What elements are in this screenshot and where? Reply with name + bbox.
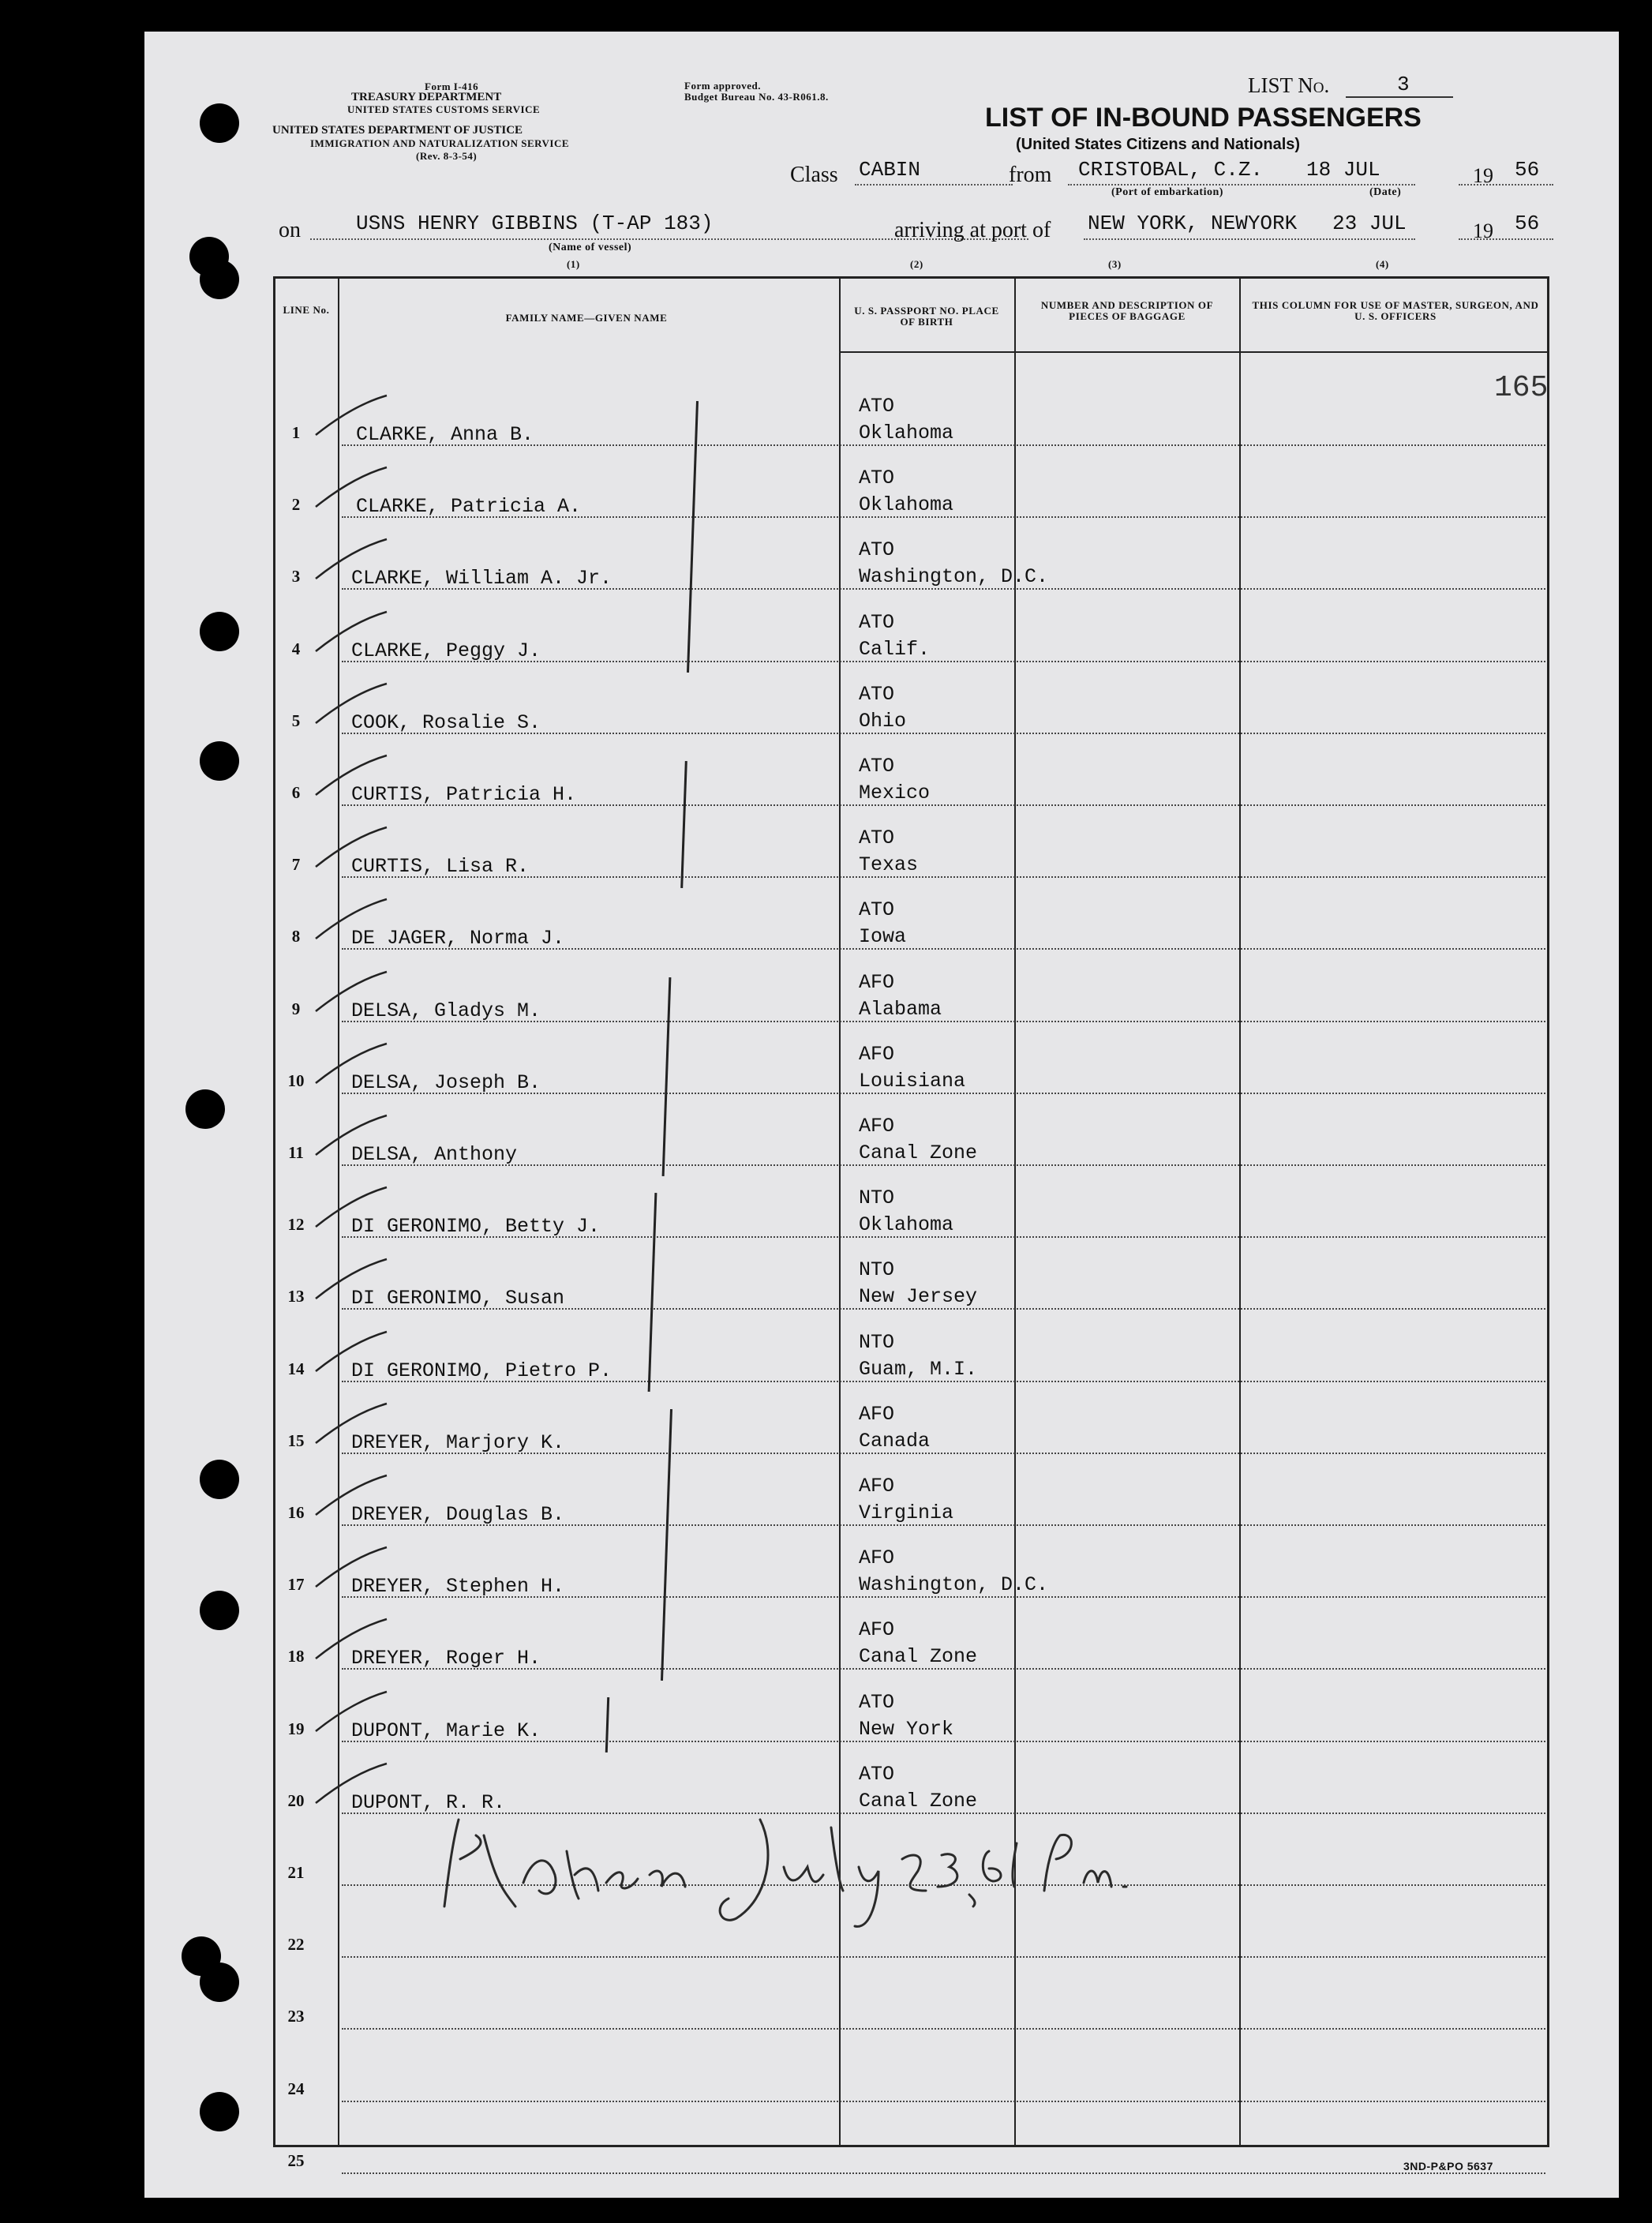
passport-code: ATO [859,1690,895,1714]
passport-code: ATO [859,538,895,562]
arrival-year-prefix: 19 [1473,219,1493,242]
check-mark [312,463,391,511]
place-of-birth: Texas [859,853,919,877]
passport-code: AFO [859,1546,895,1570]
check-mark [312,608,391,655]
col-num-2: (2) [910,258,923,270]
passenger-name: DI GERONIMO, Betty J. [351,1215,601,1239]
passenger-name: CLARKE, Anna B. [356,423,534,446]
treasury-dept: TREASURY DEPARTMENT [351,91,502,103]
arrival-port: NEW YORK, NEWYORK [1088,212,1298,235]
from-label: from [1009,163,1052,187]
row-rule [342,2172,1545,2174]
col-header-baggage: NUMBER AND DESCRIPTION OF PIECES OF BAGGAGE [1040,299,1214,322]
form-approved: Form approved. [684,80,762,92]
document-page [144,32,1619,2198]
place-of-birth: Mexico [859,782,931,804]
budget-bureau: Budget Bureau No. 43-R061.8. [684,91,829,103]
place-of-birth: Alabama [859,997,942,1021]
check-mark [312,1328,391,1375]
line-number: 11 [288,1143,304,1162]
check-mark [312,1688,391,1735]
check-mark [312,1112,391,1159]
passenger-name: DELSA, Joseph B. [351,1070,541,1094]
list-title: LIST OF IN-BOUND PASSENGERS [985,103,1422,133]
line-number: 20 [287,1790,305,1810]
family-bracket [648,1193,657,1392]
passport-code: ATO [859,610,895,634]
check-mark [312,1255,391,1303]
passport-code: AFO [859,1402,895,1426]
check-mark [312,968,391,1015]
binder-hole [200,1591,239,1630]
binder-hole [200,1962,239,2002]
passport-code: NTO [859,1186,895,1210]
check-mark [312,1183,391,1231]
passenger-name: DUPONT, Marie K. [351,1719,541,1742]
family-bracket [680,761,687,888]
passenger-name: CURTIS, Patricia H. [351,783,577,806]
line-number: 21 [287,1863,305,1882]
line-number: 5 [291,710,301,730]
passenger-name: DI GERONIMO, Susan [351,1287,565,1310]
line-number: 23 [287,2007,305,2026]
passenger-name: DREYER, Marjory K. [351,1430,565,1454]
passenger-name: DELSA, Anthony [351,1143,518,1166]
class-value: CABIN [859,158,921,182]
binder-hole [200,2092,239,2131]
binder-hole [200,612,239,651]
place-of-birth: Guam, M.I. [859,1357,978,1381]
passenger-name: DUPONT, R. R. [351,1790,506,1814]
passport-code: ATO [859,682,895,706]
justice-dept: UNITED STATES DEPARTMENT OF JUSTICE [272,124,523,137]
form-revision: (Rev. 8-3-54) [416,150,478,162]
line-number: 2 [291,495,301,515]
date-caption: (Date) [1369,186,1402,198]
line-number: 13 [287,1287,305,1306]
passport-code: NTO [859,1258,895,1282]
place-of-birth: Oklahoma [859,1213,954,1237]
family-bracket [687,401,699,672]
passenger-name: CLARKE, Peggy J. [351,639,541,662]
on-label: on [279,218,301,242]
place-of-birth: Canal Zone [859,1645,978,1669]
ins-service: IMMIGRATION AND NATURALIZATION SERVICE [310,137,570,149]
line-number: 24 [287,2079,305,2098]
passenger-name: COOK, Rosalie S. [351,710,541,734]
line-number: 8 [291,927,301,947]
binder-hole [185,1089,225,1129]
line-number: 7 [291,855,301,875]
passenger-name: DREYER, Stephen H. [351,1575,565,1599]
departure-date: 18 JUL [1306,158,1380,182]
class-label: Class [790,163,838,187]
check-mark [312,1543,391,1591]
line-number: 9 [291,999,301,1018]
passenger-name: CLARKE, William A. Jr. [351,567,612,590]
col-header-passport: U. S. PASSPORT NO. PLACE OF BIRTH [854,305,999,328]
arrival-year: 56 [1515,212,1540,235]
vessel-caption: (Name of vessel) [549,242,632,253]
place-of-birth: Canada [859,1429,931,1453]
from-value: CRISTOBAL, C.Z. [1078,158,1264,182]
line-number: 25 [287,2150,305,2170]
page-number: 165 [1494,371,1549,405]
passenger-name: DELSA, Gladys M. [351,999,541,1022]
list-no-label: LIST No. [1248,73,1330,97]
line-number: 10 [287,1070,305,1090]
passenger-name: CURTIS, Lisa R. [351,855,530,879]
customs-service: UNITED STATES CUSTOMS SERVICE [347,103,541,115]
form-number: Form I-416 [425,81,479,92]
place-of-birth: Oklahoma [859,493,954,517]
passenger-name: DREYER, Roger H. [351,1647,541,1670]
place-of-birth: New Jersey [859,1285,978,1309]
line-number: 19 [287,1719,305,1738]
family-bracket [662,977,672,1176]
passport-code: ATO [859,467,895,490]
passenger-name: CLARKE, Patricia A. [356,495,582,519]
place-of-birth: Ohio [859,709,907,733]
binder-hole [200,741,239,781]
check-mark [312,1040,391,1087]
col-num-3: (3) [1108,258,1122,270]
col-header-line-no: LINE No. [283,304,330,316]
check-mark [312,895,391,943]
passport-code: ATO [859,898,895,922]
passport-code: ATO [859,755,895,778]
passport-code: NTO [859,1330,895,1354]
passport-code: AFO [859,1115,895,1138]
place-of-birth: Washington, D.C. [859,1573,1049,1597]
binder-hole [200,1460,239,1499]
place-of-birth: Washington, D.C. [859,565,1049,589]
place-of-birth: Canal Zone [859,1141,978,1164]
line-number: 15 [287,1430,305,1450]
place-of-birth: Louisiana [859,1069,966,1093]
printer-code: 3ND-P&PO 5637 [1403,2160,1493,2172]
row-rule [342,2101,1545,2102]
family-bracket [661,1409,672,1680]
family-bracket [605,1697,609,1753]
departure-year: 56 [1515,158,1540,182]
passport-code: ATO [859,395,895,418]
passport-code: AFO [859,1475,895,1498]
check-mark [312,535,391,583]
binder-hole [200,103,239,143]
passenger-name: DI GERONIMO, Pietro P. [351,1359,612,1382]
year-prefix: 19 [1473,164,1493,187]
binder-hole [200,260,239,299]
passport-code: AFO [859,1618,895,1642]
col-num-1: (1) [567,258,580,270]
line-number: 16 [287,1503,305,1522]
list-no-value: 3 [1397,73,1410,96]
row-rule [342,1164,1545,1166]
row-rule [342,2028,1545,2030]
place-of-birth: Virginia [859,1501,954,1524]
col-header-officers: THIS COLUMN FOR USE OF MASTER, SURGEON, AND U. S. OFFICERS [1252,299,1539,322]
check-mark [312,1471,391,1519]
place-of-birth: Oklahoma [859,422,954,444]
passenger-name: DREYER, Douglas B. [351,1503,565,1526]
list-subtitle: (United States Citizens and Nationals) [1016,136,1301,153]
check-mark [312,392,391,439]
passport-code: AFO [859,970,895,994]
vessel-name: USNS HENRY GIBBINS (T-AP 183) [356,212,714,235]
passport-code: ATO [859,827,895,850]
line-number: 17 [287,1575,305,1595]
check-mark [312,752,391,799]
line-number: 3 [291,567,301,587]
place-of-birth: New York [859,1717,954,1741]
arriving-label: arriving at port of [894,218,1051,242]
place-of-birth: Iowa [859,925,907,949]
row-rule [342,1956,1545,1958]
line-number: 6 [291,783,301,802]
passport-code: ATO [859,1762,895,1786]
line-number: 1 [291,423,301,442]
check-mark [312,1400,391,1447]
col-num-4: (4) [1376,258,1389,270]
check-mark [312,680,391,727]
line-number: 12 [287,1215,305,1235]
line-number: 22 [287,1935,305,1955]
line-number: 4 [291,639,301,658]
line-number: 18 [287,1647,305,1666]
passenger-name: DE JAGER, Norma J. [351,927,565,950]
check-mark [312,1615,391,1663]
line-number: 14 [287,1359,305,1378]
place-of-birth: Calif. [859,637,931,661]
arrival-date: 23 JUL [1332,212,1407,235]
col-header-family-name: FAMILY NAME—GIVEN NAME [505,312,668,324]
handwritten-signature [429,1788,1139,1938]
passport-code: AFO [859,1042,895,1066]
place-of-birth: Canal Zone [859,1789,978,1813]
check-mark [312,823,391,871]
check-mark [312,1760,391,1807]
from-caption: (Port of embarkation) [1111,186,1223,198]
